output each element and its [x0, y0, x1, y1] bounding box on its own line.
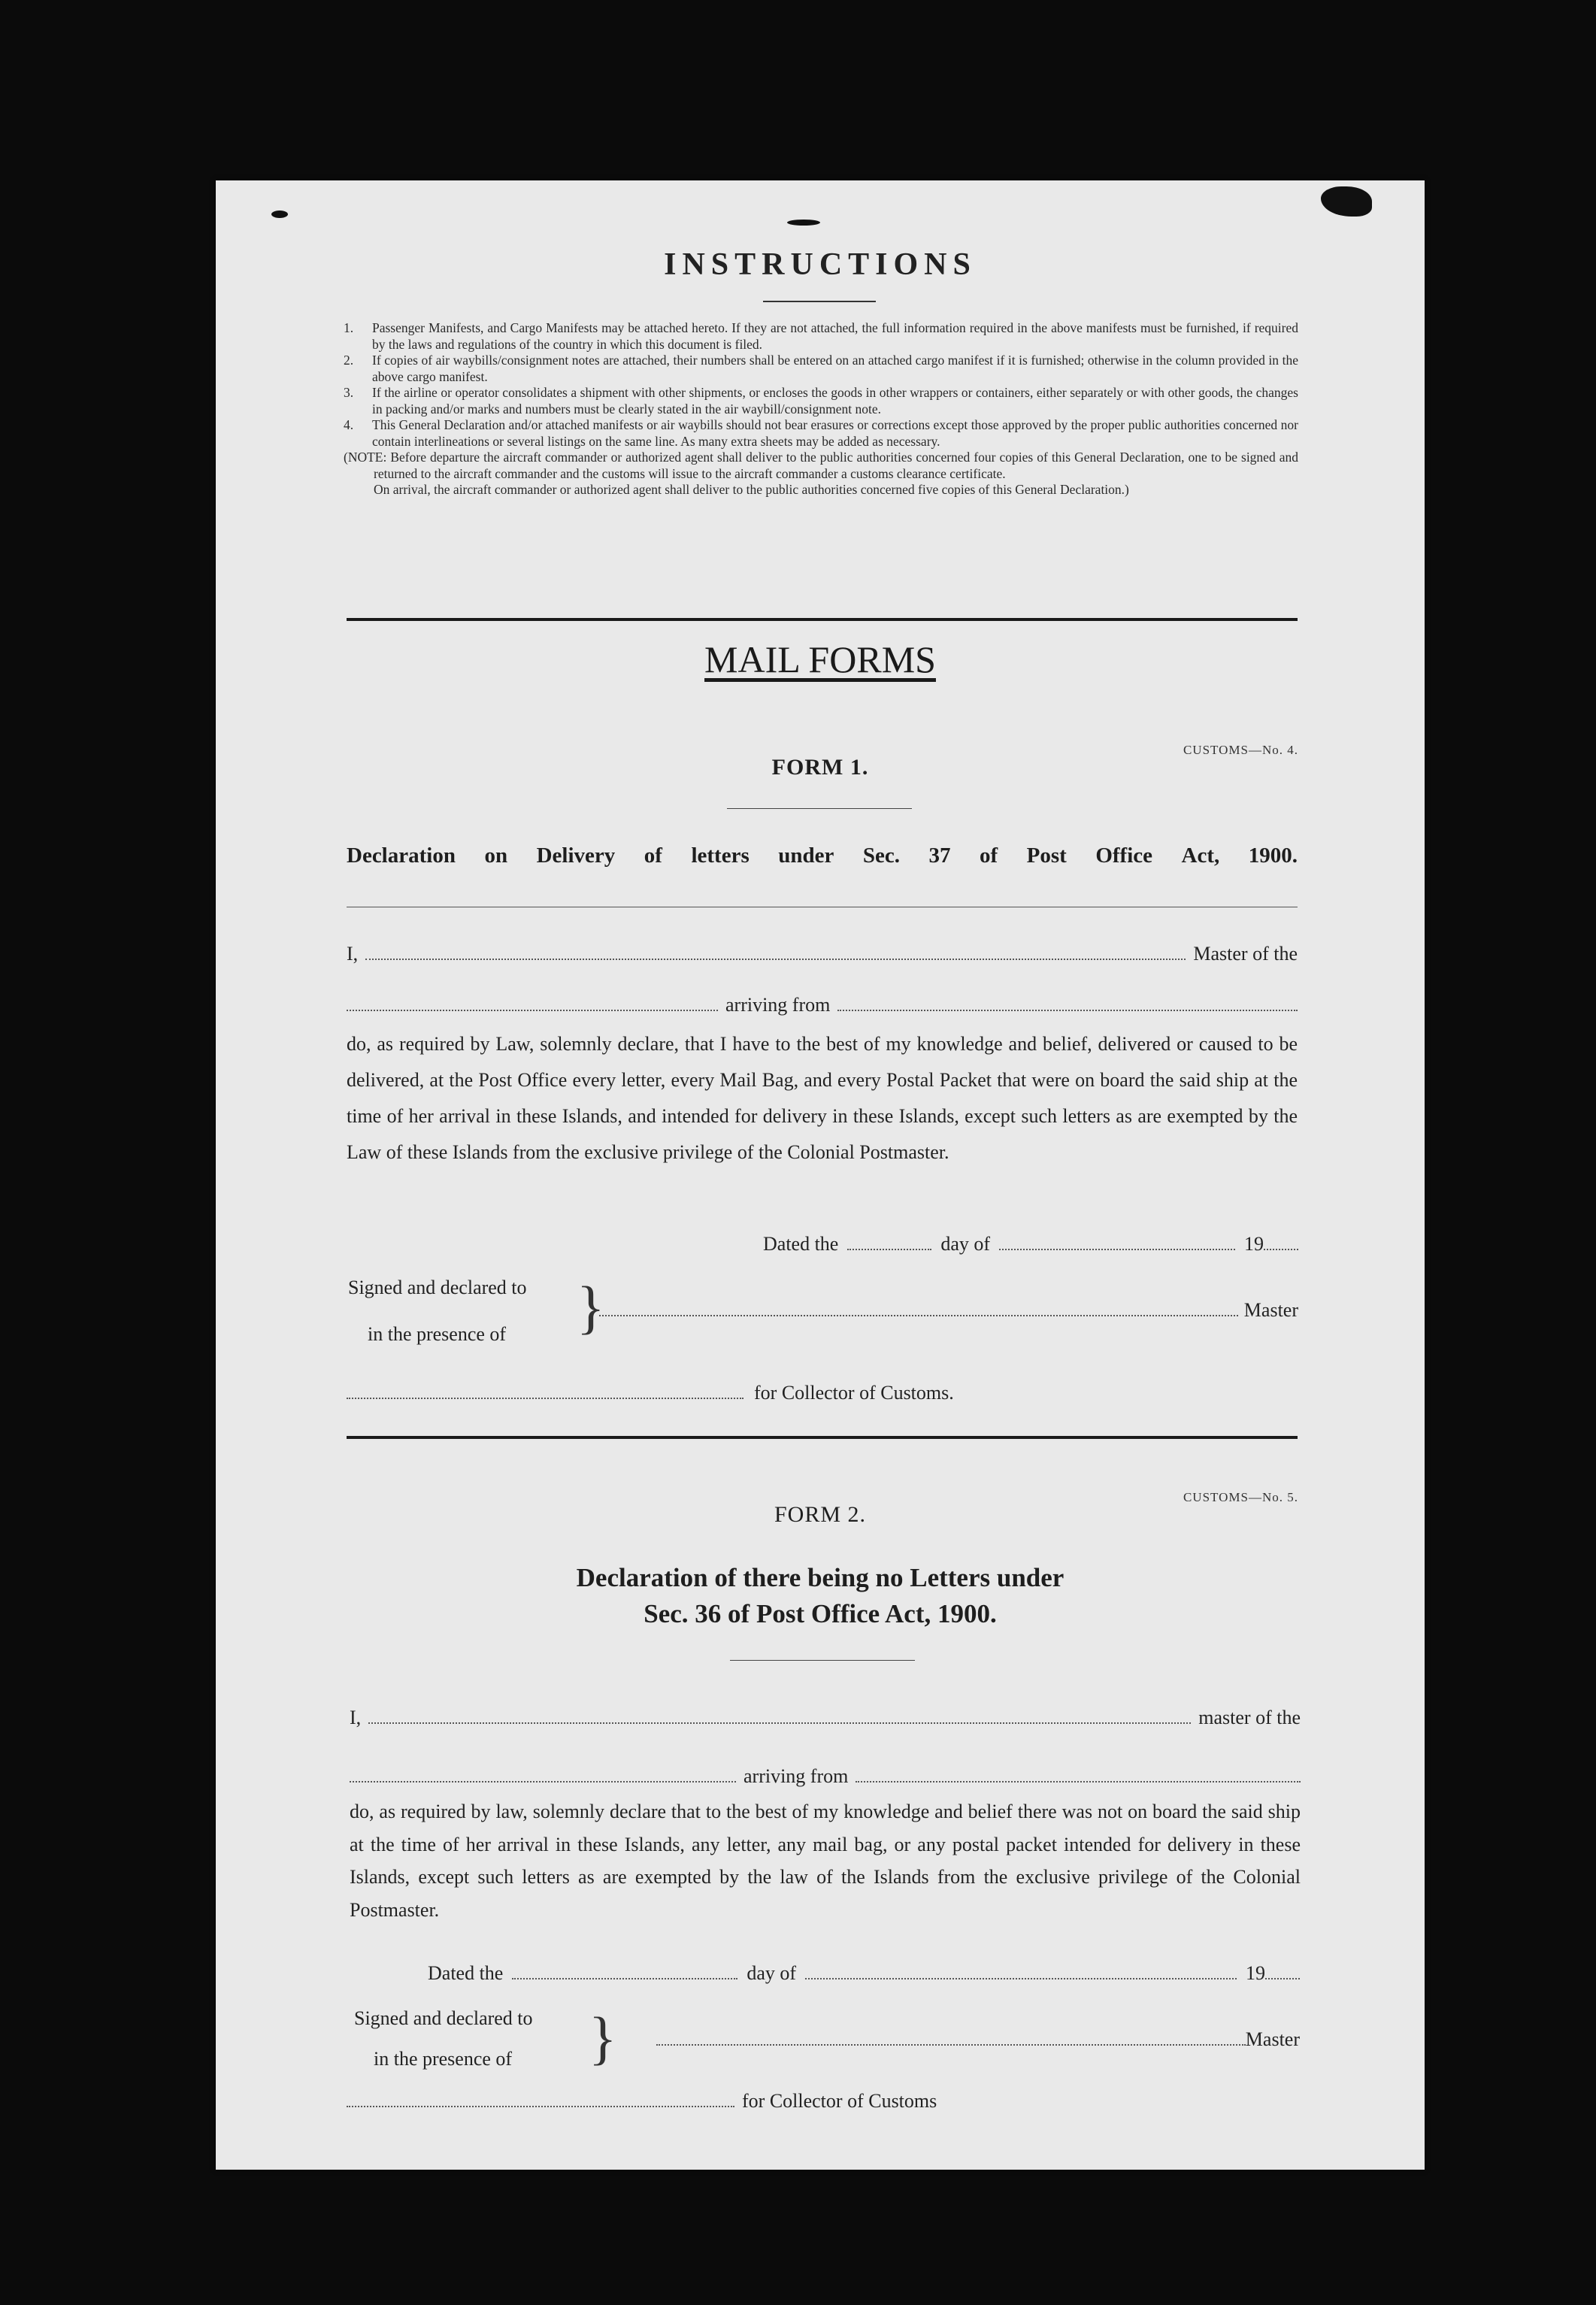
heading-word: Post: [1026, 844, 1067, 868]
scan-blemish: [1321, 186, 1372, 217]
instruction-item: [344, 385, 1298, 417]
form2-line-master: [350, 1707, 1301, 1729]
section-divider: [347, 618, 1298, 621]
line-label: 19: [1244, 1233, 1264, 1255]
collector-signature-field[interactable]: [347, 2106, 734, 2107]
form1-declaration-paragraph: do, as required by Law, solemnly declare, that I have to the best of my knowledge and belief, delivered or caused to be delivered, at the Post Office every letter, every Mail Bag, and every Postal Packet that were on board the said ship at the time of her arrival in these Islands, and intended for delivery in these Islands, except such letters as are exempted by the Law of these Islands from the exclusive privilege of the Colonial Postmaster.: [347, 1033, 1298, 1163]
ship-name-field[interactable]: [347, 1010, 718, 1011]
heading-word: Delivery: [536, 844, 616, 868]
line-label: Master: [1245, 2028, 1300, 2050]
line-label: Dated the: [428, 1962, 504, 1984]
form2-declaration-line2: Sec. 36 of Post Office Act, 1900.: [644, 1599, 997, 1628]
dated-day-field[interactable]: [512, 1978, 737, 1979]
line-label: for Collector of Customs: [742, 2090, 937, 2112]
instruction-note: (NOTE: Before departure the aircraft commander or authorized agent shall deliver to the public authorities concerned four copies of this General Declaration, one to be signed and returned to the aircraft commander and the customs will issue to the aircraft commander a customs clearance certificate.: [344, 450, 1298, 481]
presence-label: in the presence of: [374, 2048, 513, 2070]
presence-label: in the presence of: [368, 1323, 507, 1345]
form2-declaration-line1: Declaration of there being no Letters under: [576, 1563, 1065, 1592]
instruction-number: 2.: [344, 353, 354, 368]
form1-label: FORM 1.: [771, 755, 869, 780]
heading-word: of: [980, 844, 998, 868]
line-label: arriving from: [743, 1765, 849, 1787]
form2-dated-line: [428, 1962, 1300, 1985]
form1-line-master: [347, 943, 1298, 965]
customs-number: CUSTOMS—No. 5.: [1183, 1490, 1298, 1504]
brace: }: [589, 2005, 617, 2070]
form2-declaration-paragraph: do, as required by law, solemnly declare that to the best of my knowledge and belief there was not on board the said ship at the time of her arrival in these Islands, any letter, any mail bag, or any postal packet intended for delivery in these Islands, except such letters as are exempted by the law of the Islands from the exclusive privilege of the Colonial Postmaster.: [350, 1801, 1301, 1921]
form1-declaration-heading: [347, 844, 1298, 868]
instruction-number: 1.: [344, 320, 354, 335]
dated-month-field[interactable]: [805, 1978, 1237, 1979]
brace: }: [577, 1274, 605, 1340]
ship-name-field[interactable]: [350, 1781, 736, 1783]
signed-label: Signed and declared to: [354, 2007, 533, 2029]
form1-rule: [727, 808, 912, 809]
heading-word: under: [778, 844, 834, 868]
instruction-item: [344, 417, 1298, 450]
document-page: [216, 180, 1425, 2170]
instructions-title: INSTRUCTIONS: [664, 247, 977, 282]
form-divider: [347, 1436, 1298, 1439]
heading-word: on: [484, 844, 508, 868]
heading-word: Act,: [1181, 844, 1220, 868]
dated-day-field[interactable]: [847, 1249, 931, 1250]
customs-number: CUSTOMS—No. 4.: [1183, 743, 1298, 757]
line-label: I,: [350, 1707, 362, 1728]
line-label: Master: [1243, 1299, 1298, 1321]
instruction-text: Passenger Manifests, and Cargo Manifests may be attached hereto. If they are not attached, the full information required in the above manifests must be furnished, if required by the laws and regulations of the country in which this document is filed.: [372, 320, 1298, 352]
line-label: Master of the: [1193, 943, 1298, 965]
form2-master-signature-line: [656, 2028, 1300, 2051]
master-signature-field[interactable]: [599, 1315, 1238, 1316]
heading-word: 37: [928, 844, 951, 868]
line-label: day of: [940, 1233, 991, 1255]
dated-year-field[interactable]: [1265, 1978, 1300, 1979]
heading-word: of: [644, 844, 662, 868]
instruction-item: [344, 320, 1298, 353]
master-name-field[interactable]: [365, 959, 1186, 960]
arriving-from-field[interactable]: [856, 1781, 1301, 1783]
heading-word: 1900.: [1248, 844, 1298, 868]
line-label: I,: [347, 943, 359, 965]
instruction-item: [344, 353, 1298, 385]
instruction-text: If copies of air waybills/consignment notes are attached, their numbers shall be entered on an attached cargo manifest if it is furnished; otherwise in the column provided in the above cargo manifest.: [372, 353, 1298, 384]
dated-year-field[interactable]: [1264, 1249, 1298, 1250]
dated-month-field[interactable]: [999, 1249, 1235, 1250]
instruction-text: If the airline or operator consolidates a shipment with other shipments, or encloses the goods in other wrappers or containers, either separately or with other goods, the changes in packing and/or marks and numbers must be clearly stated in the air waybill/consignment note.: [372, 385, 1298, 416]
instruction-note-arrival: On arrival, the aircraft commander or authorized agent shall deliver to the public authorities concerned five copies of this General Declaration.): [374, 482, 1129, 497]
instruction-number: 4.: [344, 417, 354, 432]
master-signature-field[interactable]: [656, 2044, 1246, 2046]
form1-collector-line: [347, 1382, 1023, 1404]
line-label: for Collector of Customs.: [754, 1382, 954, 1404]
heading-word: letters: [691, 844, 750, 868]
heading-word: Declaration: [347, 844, 456, 868]
scan-blemish: [271, 211, 288, 218]
title-rule: [763, 301, 876, 302]
heading-word: Sec.: [862, 844, 900, 868]
form2-line-arriving: [350, 1765, 1301, 1788]
line-label: arriving from: [725, 994, 831, 1016]
form2-collector-line: [347, 2090, 1023, 2113]
instruction-number: 3.: [344, 385, 354, 400]
line-label: master of the: [1198, 1707, 1301, 1728]
form2-label: FORM 2.: [774, 1502, 867, 1527]
line-label: Dated the: [763, 1233, 839, 1255]
line-label: day of: [747, 1962, 797, 1984]
form2-rule: [730, 1660, 915, 1661]
master-name-field[interactable]: [368, 1722, 1191, 1724]
collector-signature-field[interactable]: [347, 1398, 743, 1399]
heading-word: Office: [1095, 844, 1153, 868]
mail-forms-title: MAIL FORMS: [704, 638, 936, 680]
form1-line-arriving: [347, 994, 1298, 1016]
instructions-list: [344, 320, 1298, 498]
line-label: 19: [1246, 1962, 1265, 1984]
instruction-text: This General Declaration and/or attached manifests or air waybills should not bear erasures or corrections except those approved by the proper public authorities concerned nor contain interlineations or several listings on the same line. As many extra sheets may be added as necessary.: [372, 417, 1298, 449]
signed-label: Signed and declared to: [348, 1277, 527, 1298]
form1-master-signature-line: [599, 1299, 1298, 1322]
scan-blemish: [787, 220, 820, 226]
form1-dated-line: [763, 1233, 1298, 1255]
arriving-from-field[interactable]: [837, 1010, 1298, 1011]
